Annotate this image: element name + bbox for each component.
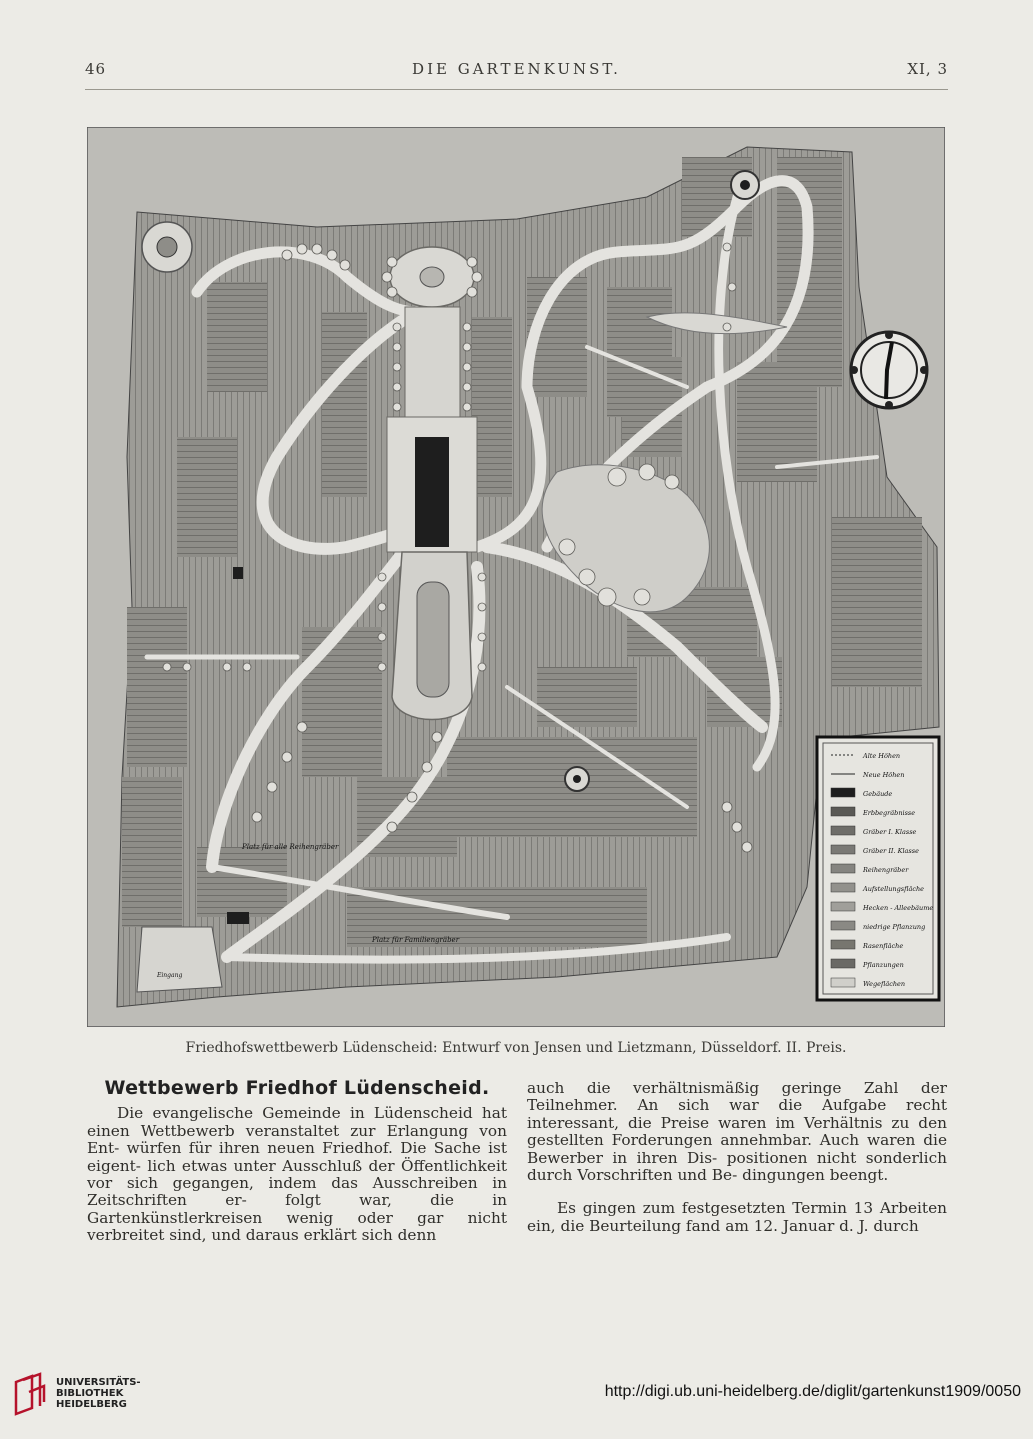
legend-label: Wegeflächen — [863, 980, 906, 988]
journal-title: DIE GARTENKUNST. — [412, 60, 621, 78]
legend-label: Gräber II. Klasse — [863, 847, 919, 855]
legend-swatch — [831, 864, 855, 873]
water-basin — [417, 582, 449, 697]
library-name-line: HEIDELBERG — [56, 1399, 127, 1410]
header-rule — [85, 89, 948, 90]
cemetery-plan — [87, 127, 945, 1027]
legend-swatch — [831, 845, 855, 854]
legend-swatch — [831, 959, 855, 968]
legend-swatch — [831, 807, 855, 816]
plan-label-entrance: Eingang — [157, 972, 183, 979]
legend-label: Aufstellungsfläche — [863, 885, 924, 893]
plan-label-area-left: Platz für alle Reihengräber — [242, 843, 339, 851]
upper-oval-fountain — [420, 267, 444, 287]
right-paragraph-1 — [527, 1080, 947, 1184]
text-line: gegangen, indem das Ausschreiben in Zeitschriften er- — [87, 1174, 507, 1210]
legend-swatch — [831, 940, 855, 949]
text-line: annehmbar. Auch waren die Bewerber in ihren Dis- — [527, 1131, 947, 1167]
legend-swatch — [831, 883, 855, 892]
legend — [817, 737, 939, 1000]
legend-label: niedrige Pflanzung — [863, 923, 926, 931]
text-line: Es gingen zum festgesetzten Termin 13 Arbeiten — [557, 1199, 947, 1218]
legend-label: Hecken - Alleebäume — [863, 904, 934, 912]
legend-label: Gebäude — [863, 790, 893, 798]
text-line: An sich war die Aufgabe recht interessant, die Preise — [527, 1096, 947, 1132]
north-arrow-icon — [850, 331, 928, 409]
text-line: würfen für ihren neuen Friedhof. Die Sache ist eigent- — [87, 1139, 507, 1175]
entrance-building — [227, 912, 249, 924]
footer-bar — [0, 1362, 1033, 1422]
running-header — [85, 58, 948, 82]
volume-number: XI, 3 — [907, 60, 948, 78]
legend-label: Reihengräber — [863, 866, 909, 874]
legend-swatch — [831, 921, 855, 930]
main-axis-path — [405, 307, 460, 417]
library-name — [56, 1377, 141, 1410]
legend-label: Alte Höhen — [863, 752, 901, 760]
source-url-link[interactable]: http://digi.ub.uni-heidelberg.de/diglit/gartenkunst1909/0050 — [604, 1383, 1021, 1400]
page-number: 46 — [85, 60, 107, 78]
legend-label: Pflanzungen — [863, 961, 904, 969]
text-line: einen Wettbewerb veranstaltet zur Erlangung von Ent- — [87, 1121, 507, 1158]
article-column-left — [87, 1077, 507, 1245]
legend-label: Erbbegräbnisse — [863, 809, 916, 817]
legend-swatch — [831, 902, 855, 911]
plan-label-area-bottom: Platz für Familiengräber — [372, 936, 460, 944]
text-line: positionen nicht sonderlich durch Vorschriften und Be- — [527, 1148, 947, 1185]
library-name-line: UNIVERSITÄTS- — [56, 1377, 141, 1388]
entrance-forecourt — [137, 927, 222, 992]
chapel-building — [415, 437, 449, 547]
text-line: Die evangelische Gemeinde in Lüdenscheid hat — [117, 1104, 507, 1123]
cemetery-plan-figure — [87, 127, 945, 1027]
article-column-right — [527, 1080, 947, 1235]
text-line: dingungen beengt. — [742, 1166, 889, 1185]
text-line: lich etwas unter Ausschluß der Öffentlichkeit vor sich — [87, 1156, 507, 1193]
figure-caption: Friedhofswettbewerb Lüdenscheid: Entwurf von Jensen und Lietzmann, Düsseldorf. II. Preis. — [185, 1040, 847, 1056]
left-paragraph — [87, 1105, 507, 1244]
library-name-line: BIBLIOTHEK — [56, 1388, 124, 1399]
right-paragraph-2 — [527, 1200, 947, 1235]
library-logo-icon — [10, 1372, 50, 1416]
legend-label: Neue Höhen — [863, 771, 905, 779]
text-line: waren im Verhältnis zu den gestellten Forderungen — [527, 1113, 948, 1150]
text-line: folgt war, die in Gartenkünstlerkreisen wenig oder gar — [87, 1191, 507, 1227]
legend-swatch — [831, 788, 855, 797]
text-line: nicht verbreitet sind, und daraus erklärt sich denn — [87, 1208, 507, 1245]
article-heading: Wettbewerb Friedhof Lüdenscheid. — [104, 1077, 490, 1099]
text-line: ein, die Beurteilung fand am 12. Januar d. J. durch — [527, 1216, 919, 1235]
text-line: auch die verhältnismäßig geringe Zahl der Teilnehmer. — [527, 1079, 947, 1115]
legend-swatch — [831, 978, 855, 987]
small-building — [233, 567, 243, 579]
legend-swatch — [831, 826, 855, 835]
legend-label: Rasenfläche — [863, 942, 904, 950]
legend-label: Gräber I. Klasse — [863, 828, 917, 836]
